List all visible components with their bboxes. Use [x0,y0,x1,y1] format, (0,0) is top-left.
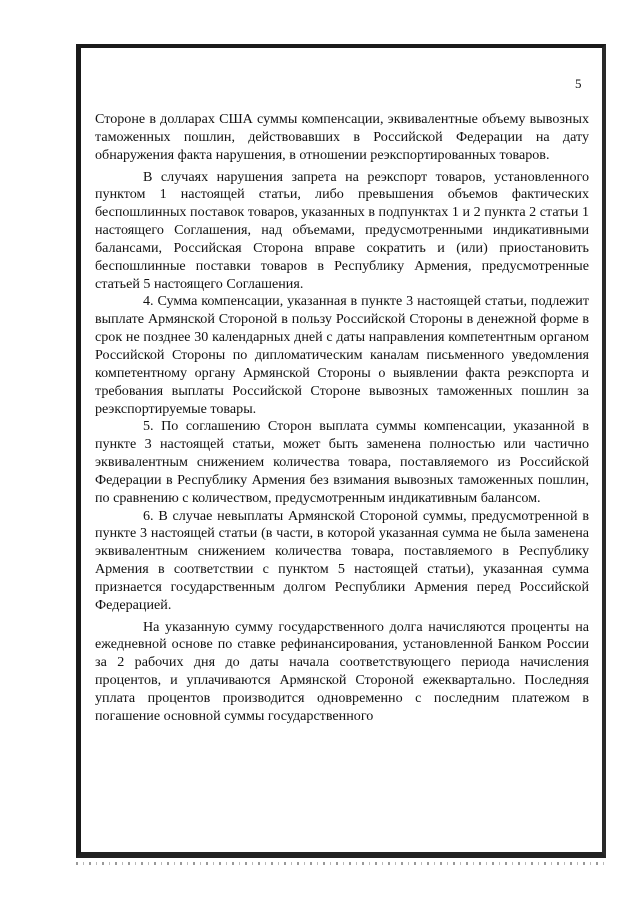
page-number: 5 [575,76,582,91]
document-body [95,111,589,726]
paragraph-item-5: 5. По соглашению Сторон выплата суммы компенсации, указанной в пункте 3 настоящей статьи, может быть заменена полностью или частично эквивалентным снижением количества товара, поставляемого из Российской Федерации в Республику Армения без взимания вывозных таможенных пошлин, по сравнению с количеством, предусмотренным индикативным балансом. [95,418,589,506]
paragraph-violation: В случаях нарушения запрета на реэкспорт товаров, установленного пунктом 1 настоящей статьи, либо превышения объемов фактических беспошлинных поставок товаров, указанных в подпунктах 1 и 2 пункта 2 статьи 1 настоящего Соглашения, над объемами, предусмотренными индикативными балансами, Российская Сторона вправе сократить и (или) приостановить беспошлинные поставки товаров в Республику Армения, предусмотренные статьей 5 настоящего Соглашения. [95,168,589,292]
scan-noise [76,862,606,865]
paragraph-item-4: 4. Сумма компенсации, указанная в пункте 3 настоящей статьи, подлежит выплате Армянской Стороной в пользу Российской Стороны в денежной форме в срок не позднее 30 календарных дней с даты направления компетентным органом Российской Стороны по дипломатическим каналам письменного уведомления компетентному органу Армянской Стороны о выявлении факта реэкспорта и требования выплаты Российской Стороне вывозных таможенных пошлин за реэкспортируемые товары. [95,293,589,417]
paragraph-interest: На указанную сумму государственного долга начисляются проценты на ежедневной основе по ставке рефинансирования, установленной Банком России за 2 рабочих дня до даты начала соответствующего периода начисления процентов, и уплачиваются Армянской Стороной ежеквартально. Последняя уплата процентов производится одновременно с последним платежом в погашение основной суммы государственного [95,618,589,724]
paragraph-continuation: Стороне в долларах США суммы компенсации, эквивалентные объему вывозных таможенных пошлин, действовавших в Российской Федерации на дату обнаружения факта нарушения, в отношении реэкспортированных товаров. [95,111,589,163]
paragraph-item-6: 6. В случае невыплаты Армянской Стороной суммы, предусмотренной в пункте 3 настоящей статьи (в части, в которой указанная сумма не была заменена эквивалентным снижением количества товара, поставляемого в Республику Армения в соответствии с пунктом 5 настоящей статьи), указанная сумма признается государственным долгом Республики Армения перед Российской Федерацией. [95,507,589,613]
